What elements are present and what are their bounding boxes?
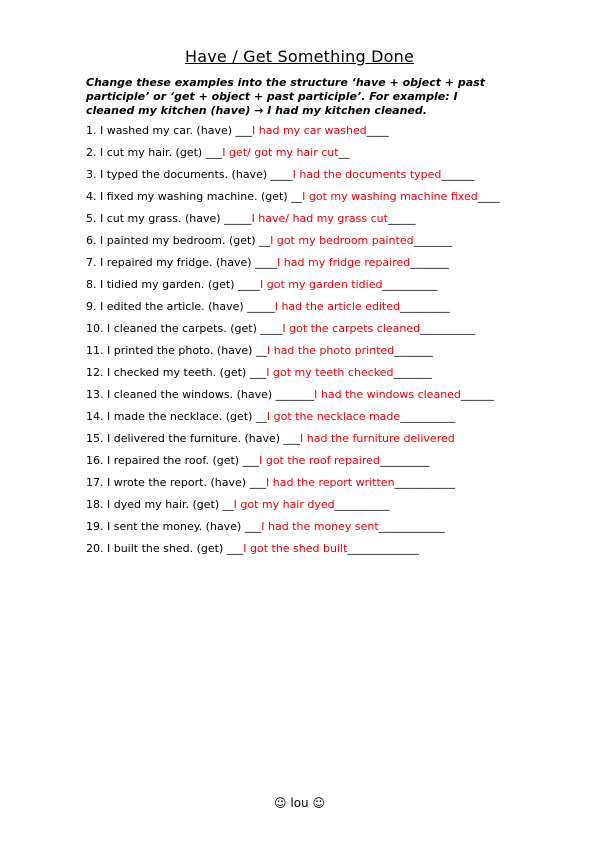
worksheet-title: Have / Get Something Done	[184, 47, 415, 66]
exercise-answer: I got my washing machine fixed	[302, 190, 478, 203]
exercise-prompt: 16. I repaired the roof. (get) ___	[86, 454, 260, 467]
answer-trailing-line: ______	[460, 388, 494, 401]
exercise-answer: I have/ had my grass cut	[251, 212, 388, 225]
answer-trailing-line: ___________	[394, 476, 456, 489]
exercise-answer: I had the furniture delivered	[300, 432, 455, 445]
exercise-prompt: 6. I painted my bedroom. (get) __	[86, 234, 271, 247]
answer-trailing-line: _________	[400, 300, 450, 313]
exercise-item	[86, 190, 526, 212]
exercise-answer: I get/ got my hair cut	[222, 146, 339, 159]
exercise-item	[86, 498, 526, 520]
answer-trailing-line: __	[338, 146, 350, 159]
answer-trailing-line: __________	[420, 322, 476, 335]
answer-trailing-line: ______	[441, 168, 475, 181]
exercise-prompt: 1. I washed my car. (have) ___	[86, 124, 253, 137]
exercise-answer: I got the shed built	[243, 542, 348, 555]
exercise-prompt: 14. I made the necklace. (get) __	[86, 410, 267, 423]
instructions-text: Change these examples into the structure ‘have + object + past participle’ or ‘get + object + past participle’. For example: I cleaned my kitchen (have) → I had my kitchen cleaned.	[86, 76, 486, 117]
exercise-prompt: 12. I checked my teeth. (get) ___	[86, 366, 267, 379]
exercise-prompt: 20. I built the shed. (get) ___	[86, 542, 244, 555]
exercise-item	[86, 278, 526, 300]
exercise-item	[86, 234, 526, 256]
answer-trailing-line: __________	[334, 498, 390, 511]
exercise-answer: I had the report written	[266, 476, 395, 489]
exercise-prompt: 3. I typed the documents. (have) ____	[86, 168, 293, 181]
answer-trailing-line: _______	[394, 344, 433, 357]
exercise-prompt: 4. I fixed my washing machine. (get) __	[86, 190, 303, 203]
exercise-answer: I had my fridge repaired	[277, 256, 411, 269]
exercise-item	[86, 366, 526, 388]
answer-trailing-line: ____	[477, 190, 500, 203]
exercise-prompt: 5. I cut my grass. (have) _____	[86, 212, 252, 225]
exercise-prompt: 2. I cut my hair. (get) ___	[86, 146, 223, 159]
exercise-item	[86, 344, 526, 366]
exercise-answer: I got my teeth checked	[266, 366, 394, 379]
exercise-prompt: 13. I cleaned the windows. (have) _______	[86, 388, 315, 401]
exercise-prompt: 7. I repaired my fridge. (have) ____	[86, 256, 278, 269]
exercise-answer: I got my bedroom painted	[270, 234, 414, 247]
answer-trailing-line: ____	[366, 124, 389, 137]
exercise-item	[86, 256, 526, 278]
exercise-prompt: 11. I printed the photo. (have) __	[86, 344, 267, 357]
exercise-item	[86, 124, 526, 146]
exercise-item	[86, 520, 526, 542]
exercise-answer: I had the windows cleaned	[314, 388, 461, 401]
exercise-answer: I had the money sent	[261, 520, 379, 533]
exercise-item	[86, 476, 526, 498]
answer-trailing-line: _____________	[347, 542, 419, 555]
exercise-list	[86, 124, 526, 564]
answer-trailing-line: _________	[379, 454, 430, 467]
exercise-item	[86, 322, 526, 344]
answer-trailing-line: _______	[393, 366, 432, 379]
answer-trailing-line: ____________	[378, 520, 445, 533]
exercise-item	[86, 212, 526, 234]
exercise-prompt: 15. I delivered the furniture. (have) ___	[86, 432, 301, 445]
answer-trailing-line: _______	[413, 234, 453, 247]
exercise-prompt: 8. I tidied my garden. (get) ____	[86, 278, 261, 291]
exercise-prompt: 10. I cleaned the carpets. (get) ____	[86, 322, 283, 335]
exercise-item	[86, 432, 526, 454]
exercise-item	[86, 454, 526, 476]
exercise-prompt: 18. I dyed my hair. (get) __	[86, 498, 234, 511]
exercise-answer: I had the article edited	[274, 300, 401, 313]
exercise-answer: I got the necklace made	[266, 410, 401, 423]
answer-trailing-line: _____	[387, 212, 416, 225]
answer-trailing-line: _______	[410, 256, 449, 269]
exercise-item	[86, 300, 526, 322]
exercise-answer: I got my garden tidied	[260, 278, 383, 291]
exercise-answer: I had the documents typed	[292, 168, 442, 181]
exercise-answer: I got the carpets cleaned	[282, 322, 421, 335]
exercise-prompt: 19. I sent the money. (have) ___	[86, 520, 262, 533]
exercise-item	[86, 410, 526, 432]
exercise-answer: I got the roof repaired	[259, 454, 380, 467]
exercise-answer: I got my hair dyed	[233, 498, 335, 511]
exercise-item	[86, 168, 526, 190]
answer-trailing-line: __________	[400, 410, 456, 423]
exercise-answer: I had the photo printed	[266, 344, 395, 357]
answer-trailing-line: __________	[382, 278, 438, 291]
exercise-answer: I had my car washed	[252, 124, 367, 137]
footer-signature: ☺ lou ☺	[274, 796, 325, 810]
exercise-item	[86, 542, 526, 564]
exercise-prompt: 9. I edited the article. (have) _____	[86, 300, 275, 313]
exercise-prompt: 17. I wrote the report. (have) ___	[86, 476, 267, 489]
exercise-item	[86, 388, 526, 410]
exercise-item	[86, 146, 526, 168]
